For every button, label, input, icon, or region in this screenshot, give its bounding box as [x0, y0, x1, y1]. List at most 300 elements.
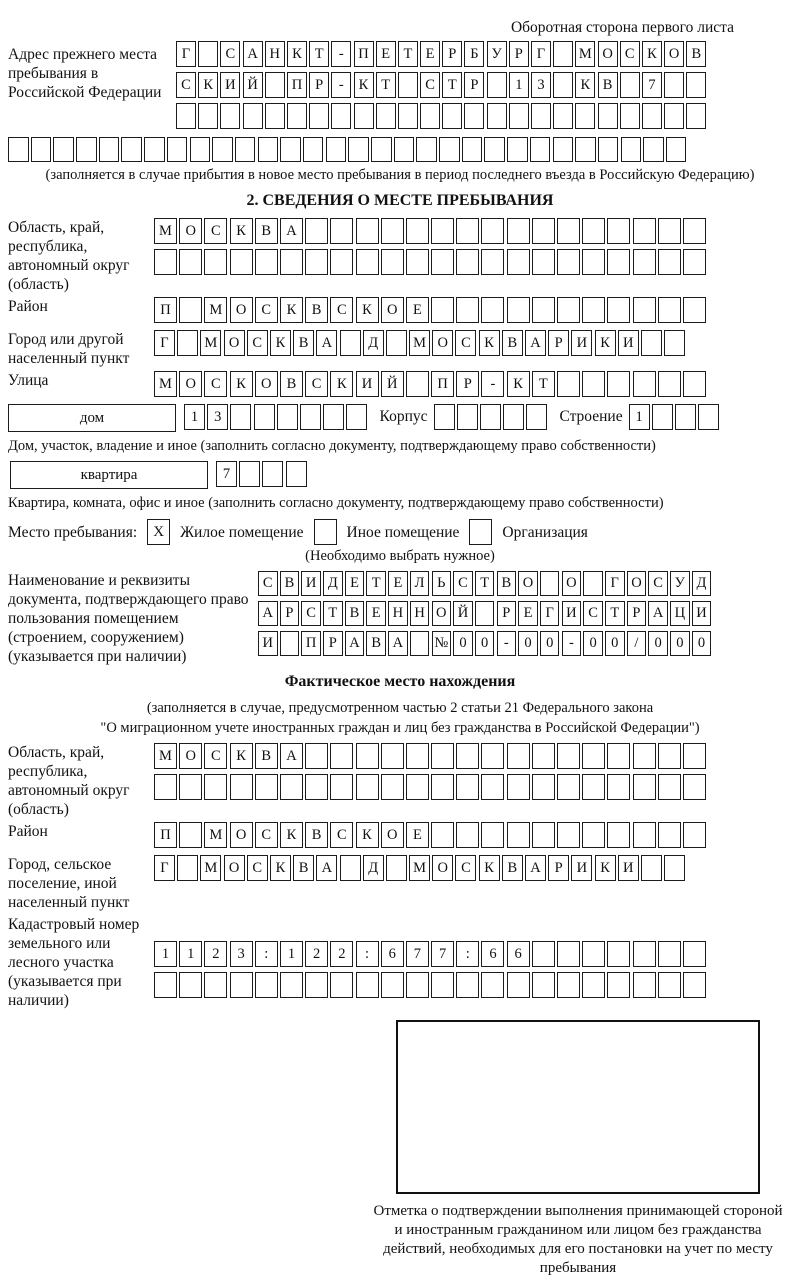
char-cell[interactable]: [258, 137, 279, 162]
char-cell[interactable]: [582, 822, 605, 848]
char-cell[interactable]: А: [345, 631, 365, 656]
char-cell[interactable]: А: [280, 218, 303, 244]
char-cell[interactable]: 6: [381, 941, 404, 967]
char-cell[interactable]: Р: [280, 601, 300, 626]
char-cell[interactable]: [305, 774, 328, 800]
char-cell[interactable]: [326, 137, 347, 162]
char-cell[interactable]: С: [204, 371, 227, 397]
char-cell[interactable]: Т: [309, 41, 329, 67]
char-cell[interactable]: [641, 330, 662, 356]
char-cell[interactable]: Е: [388, 571, 408, 596]
char-cell[interactable]: [658, 743, 681, 769]
char-cell[interactable]: [633, 822, 656, 848]
stay-type-checkbox-other-premises[interactable]: [314, 519, 337, 545]
char-cell[interactable]: [621, 137, 642, 162]
char-cell[interactable]: [265, 103, 285, 129]
char-cell[interactable]: Г: [605, 571, 625, 596]
char-cell[interactable]: С: [330, 297, 353, 323]
char-cell[interactable]: М: [154, 371, 177, 397]
char-cell[interactable]: В: [293, 855, 314, 881]
char-cell[interactable]: [431, 743, 454, 769]
char-cell[interactable]: [381, 249, 404, 275]
char-cell[interactable]: [431, 249, 454, 275]
char-cell[interactable]: [179, 822, 202, 848]
char-cell[interactable]: С: [648, 571, 668, 596]
char-cell[interactable]: [664, 330, 685, 356]
char-cell[interactable]: [323, 404, 344, 430]
char-cell[interactable]: [598, 103, 618, 129]
char-cell[interactable]: В: [280, 371, 303, 397]
char-cell[interactable]: 0: [518, 631, 538, 656]
char-cell[interactable]: В: [497, 571, 517, 596]
char-cell[interactable]: [456, 218, 479, 244]
char-cell[interactable]: 0: [692, 631, 712, 656]
char-cell[interactable]: [243, 103, 263, 129]
char-cell[interactable]: [658, 218, 681, 244]
char-cell[interactable]: [305, 218, 328, 244]
char-cell[interactable]: 7: [406, 941, 429, 967]
char-cell[interactable]: [633, 371, 656, 397]
char-cell[interactable]: С: [453, 571, 473, 596]
char-cell[interactable]: [553, 103, 573, 129]
char-cell[interactable]: С: [455, 330, 476, 356]
char-cell[interactable]: В: [502, 330, 523, 356]
char-cell[interactable]: [557, 218, 580, 244]
char-cell[interactable]: 2: [204, 941, 227, 967]
char-cell[interactable]: [530, 137, 551, 162]
char-cell[interactable]: 0: [648, 631, 668, 656]
char-cell[interactable]: №: [432, 631, 452, 656]
char-cell[interactable]: К: [356, 297, 379, 323]
char-cell[interactable]: Т: [605, 601, 625, 626]
char-cell[interactable]: [356, 743, 379, 769]
char-cell[interactable]: [633, 297, 656, 323]
char-cell[interactable]: [532, 941, 555, 967]
char-cell[interactable]: А: [258, 601, 278, 626]
char-cell[interactable]: /: [627, 631, 647, 656]
char-cell[interactable]: [507, 822, 530, 848]
char-cell[interactable]: [177, 330, 198, 356]
char-cell[interactable]: [557, 941, 580, 967]
char-cell[interactable]: 7: [216, 461, 237, 487]
char-cell[interactable]: [532, 297, 555, 323]
char-cell[interactable]: И: [692, 601, 712, 626]
char-cell[interactable]: [481, 972, 504, 998]
char-cell[interactable]: -: [562, 631, 582, 656]
char-cell[interactable]: [381, 774, 404, 800]
char-cell[interactable]: [305, 972, 328, 998]
char-cell[interactable]: [286, 461, 307, 487]
char-cell[interactable]: [664, 103, 684, 129]
char-cell[interactable]: Т: [475, 571, 495, 596]
char-cell[interactable]: [305, 743, 328, 769]
char-cell[interactable]: [330, 972, 353, 998]
char-cell[interactable]: [553, 137, 574, 162]
char-cell[interactable]: [381, 972, 404, 998]
char-cell[interactable]: И: [301, 571, 321, 596]
char-cell[interactable]: 3: [230, 941, 253, 967]
char-cell[interactable]: [658, 297, 681, 323]
char-cell[interactable]: 1: [629, 404, 650, 430]
char-cell[interactable]: 0: [540, 631, 560, 656]
char-cell[interactable]: [265, 72, 285, 98]
char-cell[interactable]: [633, 743, 656, 769]
char-cell[interactable]: К: [270, 330, 291, 356]
char-cell[interactable]: [398, 72, 418, 98]
char-cell[interactable]: В: [502, 855, 523, 881]
char-cell[interactable]: [303, 137, 324, 162]
char-cell[interactable]: [582, 972, 605, 998]
char-cell[interactable]: [582, 371, 605, 397]
char-cell[interactable]: [540, 571, 560, 596]
char-cell[interactable]: [633, 249, 656, 275]
char-cell[interactable]: [607, 941, 630, 967]
char-cell[interactable]: :: [456, 941, 479, 967]
char-cell[interactable]: В: [598, 72, 618, 98]
char-cell[interactable]: Г: [531, 41, 551, 67]
char-cell[interactable]: [144, 137, 165, 162]
char-cell[interactable]: Д: [692, 571, 712, 596]
char-cell[interactable]: К: [642, 41, 662, 67]
char-cell[interactable]: В: [305, 297, 328, 323]
char-cell[interactable]: [481, 743, 504, 769]
char-cell[interactable]: [406, 774, 429, 800]
char-cell[interactable]: [457, 404, 478, 430]
char-cell[interactable]: [658, 774, 681, 800]
char-cell[interactable]: [239, 461, 260, 487]
char-cell[interactable]: У: [487, 41, 507, 67]
char-cell[interactable]: [287, 103, 307, 129]
char-cell[interactable]: [607, 822, 630, 848]
char-cell[interactable]: М: [200, 855, 221, 881]
char-cell[interactable]: [507, 218, 530, 244]
char-cell[interactable]: Е: [345, 571, 365, 596]
char-cell[interactable]: В: [293, 330, 314, 356]
char-cell[interactable]: [255, 774, 278, 800]
char-cell[interactable]: Н: [265, 41, 285, 67]
char-cell[interactable]: [686, 103, 706, 129]
char-cell[interactable]: [406, 743, 429, 769]
char-cell[interactable]: В: [255, 218, 278, 244]
char-cell[interactable]: Р: [456, 371, 479, 397]
char-cell[interactable]: Р: [309, 72, 329, 98]
char-cell[interactable]: -: [331, 41, 351, 67]
char-cell[interactable]: О: [432, 601, 452, 626]
char-cell[interactable]: С: [305, 371, 328, 397]
char-cell[interactable]: И: [571, 330, 592, 356]
char-cell[interactable]: [76, 137, 97, 162]
char-cell[interactable]: О: [224, 855, 245, 881]
char-cell[interactable]: Й: [453, 601, 473, 626]
char-cell[interactable]: [431, 972, 454, 998]
char-cell[interactable]: [509, 103, 529, 129]
char-cell[interactable]: [557, 297, 580, 323]
char-cell[interactable]: П: [431, 371, 454, 397]
char-cell[interactable]: [254, 404, 275, 430]
char-cell[interactable]: О: [598, 41, 618, 67]
char-cell[interactable]: [305, 249, 328, 275]
char-cell[interactable]: [410, 631, 430, 656]
char-cell[interactable]: [406, 249, 429, 275]
char-cell[interactable]: С: [255, 822, 278, 848]
char-cell[interactable]: [652, 404, 673, 430]
char-cell[interactable]: [598, 137, 619, 162]
char-cell[interactable]: [230, 972, 253, 998]
char-cell[interactable]: [406, 972, 429, 998]
char-cell[interactable]: [557, 822, 580, 848]
char-cell[interactable]: [381, 743, 404, 769]
char-cell[interactable]: [487, 103, 507, 129]
char-cell[interactable]: [330, 249, 353, 275]
char-cell[interactable]: О: [432, 330, 453, 356]
char-cell[interactable]: [683, 972, 706, 998]
char-cell[interactable]: [376, 103, 396, 129]
char-cell[interactable]: [683, 941, 706, 967]
char-cell[interactable]: [481, 774, 504, 800]
char-cell[interactable]: С: [620, 41, 640, 67]
char-cell[interactable]: [683, 371, 706, 397]
char-cell[interactable]: [532, 249, 555, 275]
char-cell[interactable]: [658, 972, 681, 998]
char-cell[interactable]: [553, 41, 573, 67]
char-cell[interactable]: [658, 249, 681, 275]
char-cell[interactable]: Т: [532, 371, 555, 397]
char-cell[interactable]: О: [432, 855, 453, 881]
char-cell[interactable]: -: [497, 631, 517, 656]
char-cell[interactable]: [658, 371, 681, 397]
char-cell[interactable]: И: [562, 601, 582, 626]
char-cell[interactable]: [507, 249, 530, 275]
char-cell[interactable]: 0: [475, 631, 495, 656]
char-cell[interactable]: Р: [548, 330, 569, 356]
char-cell[interactable]: [557, 743, 580, 769]
char-cell[interactable]: [280, 137, 301, 162]
char-cell[interactable]: О: [627, 571, 647, 596]
char-cell[interactable]: [99, 137, 120, 162]
char-cell[interactable]: [431, 218, 454, 244]
char-cell[interactable]: Г: [154, 855, 175, 881]
char-cell[interactable]: [481, 249, 504, 275]
char-cell[interactable]: В: [345, 601, 365, 626]
char-cell[interactable]: Р: [323, 631, 343, 656]
char-cell[interactable]: [406, 218, 429, 244]
char-cell[interactable]: С: [247, 330, 268, 356]
char-cell[interactable]: [394, 137, 415, 162]
char-cell[interactable]: Д: [323, 571, 343, 596]
char-cell[interactable]: [607, 297, 630, 323]
char-cell[interactable]: [456, 743, 479, 769]
char-cell[interactable]: [456, 297, 479, 323]
char-cell[interactable]: [532, 218, 555, 244]
char-cell[interactable]: О: [224, 330, 245, 356]
char-cell[interactable]: :: [255, 941, 278, 967]
char-cell[interactable]: [582, 743, 605, 769]
char-cell[interactable]: [664, 72, 684, 98]
char-cell[interactable]: [683, 822, 706, 848]
char-cell[interactable]: А: [525, 855, 546, 881]
char-cell[interactable]: [354, 103, 374, 129]
char-cell[interactable]: [381, 218, 404, 244]
char-cell[interactable]: Й: [381, 371, 404, 397]
char-cell[interactable]: [481, 218, 504, 244]
char-cell[interactable]: [330, 743, 353, 769]
char-cell[interactable]: [416, 137, 437, 162]
char-cell[interactable]: С: [420, 72, 440, 98]
char-cell[interactable]: [532, 822, 555, 848]
char-cell[interactable]: К: [198, 72, 218, 98]
char-cell[interactable]: [620, 72, 640, 98]
char-cell[interactable]: [557, 371, 580, 397]
char-cell[interactable]: [607, 743, 630, 769]
char-cell[interactable]: В: [366, 631, 386, 656]
char-cell[interactable]: С: [176, 72, 196, 98]
char-cell[interactable]: [456, 249, 479, 275]
char-cell[interactable]: 2: [305, 941, 328, 967]
char-cell[interactable]: Г: [540, 601, 560, 626]
char-cell[interactable]: [198, 41, 218, 67]
char-cell[interactable]: [456, 822, 479, 848]
char-cell[interactable]: 1: [509, 72, 529, 98]
char-cell[interactable]: [220, 103, 240, 129]
char-cell[interactable]: К: [330, 371, 353, 397]
char-cell[interactable]: Н: [388, 601, 408, 626]
char-cell[interactable]: М: [204, 297, 227, 323]
char-cell[interactable]: [230, 249, 253, 275]
char-cell[interactable]: М: [154, 743, 177, 769]
char-cell[interactable]: [204, 972, 227, 998]
char-cell[interactable]: Р: [509, 41, 529, 67]
char-cell[interactable]: [507, 774, 530, 800]
char-cell[interactable]: 1: [280, 941, 303, 967]
char-cell[interactable]: [280, 631, 300, 656]
char-cell[interactable]: С: [255, 297, 278, 323]
char-cell[interactable]: К: [575, 72, 595, 98]
char-cell[interactable]: А: [648, 601, 668, 626]
char-cell[interactable]: С: [220, 41, 240, 67]
stay-type-checkbox-residential[interactable]: X: [147, 519, 170, 545]
char-cell[interactable]: [480, 404, 501, 430]
char-cell[interactable]: 1: [184, 404, 205, 430]
char-cell[interactable]: М: [204, 822, 227, 848]
char-cell[interactable]: А: [243, 41, 263, 67]
char-cell[interactable]: [340, 330, 361, 356]
char-cell[interactable]: [280, 972, 303, 998]
char-cell[interactable]: [331, 103, 351, 129]
char-cell[interactable]: К: [287, 41, 307, 67]
char-cell[interactable]: [641, 855, 662, 881]
char-cell[interactable]: [686, 72, 706, 98]
char-cell[interactable]: Р: [464, 72, 484, 98]
char-cell[interactable]: [431, 822, 454, 848]
char-cell[interactable]: О: [664, 41, 684, 67]
char-cell[interactable]: Д: [363, 855, 384, 881]
char-cell[interactable]: [204, 249, 227, 275]
char-cell[interactable]: О: [179, 743, 202, 769]
char-cell[interactable]: [280, 249, 303, 275]
char-cell[interactable]: [683, 218, 706, 244]
char-cell[interactable]: [507, 743, 530, 769]
char-cell[interactable]: [262, 461, 283, 487]
char-cell[interactable]: [633, 774, 656, 800]
char-cell[interactable]: [154, 972, 177, 998]
char-cell[interactable]: Г: [154, 330, 175, 356]
char-cell[interactable]: Т: [366, 571, 386, 596]
char-cell[interactable]: Р: [548, 855, 569, 881]
char-cell[interactable]: [658, 941, 681, 967]
char-cell[interactable]: [532, 972, 555, 998]
char-cell[interactable]: О: [179, 218, 202, 244]
char-cell[interactable]: О: [255, 371, 278, 397]
char-cell[interactable]: [31, 137, 52, 162]
char-cell[interactable]: С: [455, 855, 476, 881]
char-cell[interactable]: О: [230, 297, 253, 323]
char-cell[interactable]: М: [409, 330, 430, 356]
char-cell[interactable]: [620, 103, 640, 129]
char-cell[interactable]: [575, 137, 596, 162]
char-cell[interactable]: [462, 137, 483, 162]
char-cell[interactable]: Р: [442, 41, 462, 67]
char-cell[interactable]: К: [595, 330, 616, 356]
char-cell[interactable]: К: [230, 371, 253, 397]
char-cell[interactable]: П: [154, 297, 177, 323]
char-cell[interactable]: И: [258, 631, 278, 656]
char-cell[interactable]: [664, 855, 685, 881]
char-cell[interactable]: [204, 774, 227, 800]
char-cell[interactable]: У: [670, 571, 690, 596]
char-cell[interactable]: [607, 774, 630, 800]
char-cell[interactable]: Н: [410, 601, 430, 626]
char-cell[interactable]: О: [230, 822, 253, 848]
char-cell[interactable]: -: [331, 72, 351, 98]
char-cell[interactable]: П: [354, 41, 374, 67]
stay-type-checkbox-organization[interactable]: [469, 519, 492, 545]
char-cell[interactable]: Й: [243, 72, 263, 98]
char-cell[interactable]: Р: [627, 601, 647, 626]
char-cell[interactable]: [683, 774, 706, 800]
char-cell[interactable]: [557, 774, 580, 800]
char-cell[interactable]: П: [301, 631, 321, 656]
char-cell[interactable]: [484, 137, 505, 162]
char-cell[interactable]: [255, 972, 278, 998]
char-cell[interactable]: [531, 103, 551, 129]
char-cell[interactable]: М: [154, 218, 177, 244]
char-cell[interactable]: К: [230, 743, 253, 769]
char-cell[interactable]: [235, 137, 256, 162]
char-cell[interactable]: [420, 103, 440, 129]
char-cell[interactable]: О: [381, 297, 404, 323]
char-cell[interactable]: [309, 103, 329, 129]
char-cell[interactable]: [464, 103, 484, 129]
char-cell[interactable]: Е: [518, 601, 538, 626]
char-cell[interactable]: [683, 743, 706, 769]
char-cell[interactable]: [439, 137, 460, 162]
char-cell[interactable]: 3: [207, 404, 228, 430]
char-cell[interactable]: Т: [376, 72, 396, 98]
char-cell[interactable]: [607, 371, 630, 397]
char-cell[interactable]: [154, 249, 177, 275]
char-cell[interactable]: [280, 774, 303, 800]
char-cell[interactable]: [481, 297, 504, 323]
char-cell[interactable]: К: [280, 822, 303, 848]
char-cell[interactable]: Е: [406, 822, 429, 848]
char-cell[interactable]: Р: [497, 601, 517, 626]
char-cell[interactable]: Т: [398, 41, 418, 67]
char-cell[interactable]: [642, 103, 662, 129]
char-cell[interactable]: Ь: [432, 571, 452, 596]
char-cell[interactable]: В: [280, 571, 300, 596]
char-cell[interactable]: [167, 137, 188, 162]
char-cell[interactable]: :: [356, 941, 379, 967]
